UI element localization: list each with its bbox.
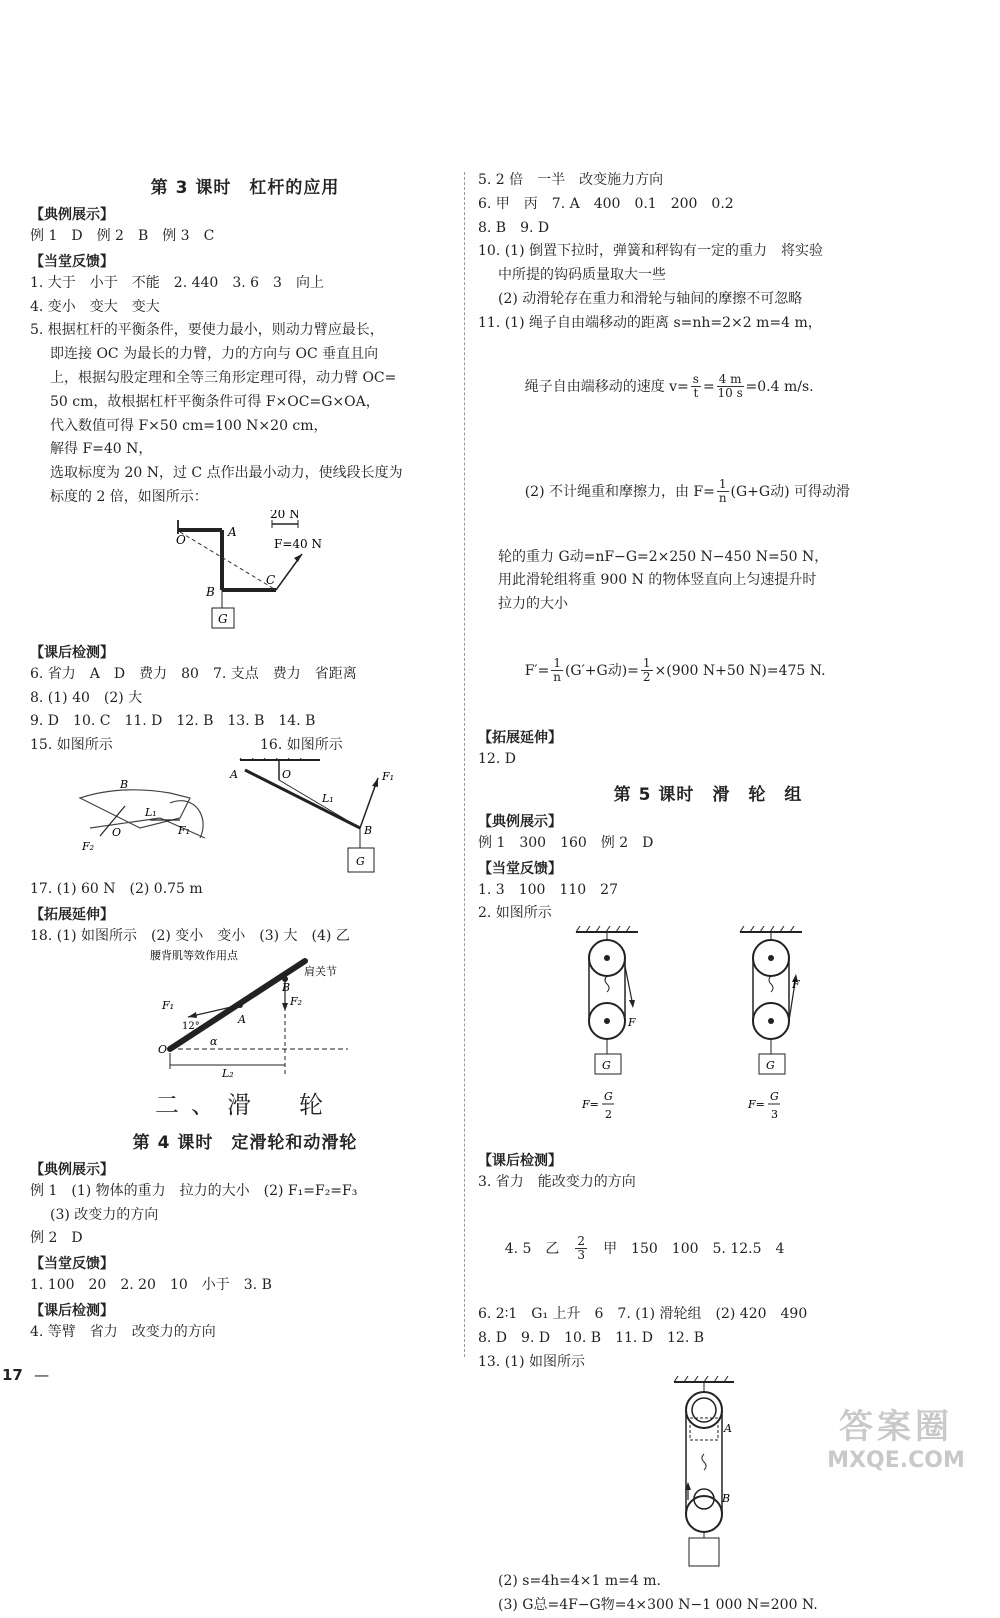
right-10b: 中所提的钩码质量取大一些 (498, 267, 666, 284)
fig5-O: O (176, 532, 186, 547)
frac-num: 4 m (718, 372, 742, 387)
feedback-5-line: 50 cm，故根据杠杆平衡条件可得 F×OC=G×OA， (50, 393, 380, 410)
ext-18: 18. (1) 如图所示 (2) 变小 变小 (3) 大 (4) 乙 (30, 927, 350, 944)
fig2-eq-right-num: G (770, 1090, 779, 1104)
after5-13b: (2) s=4h=4×1 m=4 m. (498, 1573, 661, 1590)
fig5-scale: 20 N (270, 509, 300, 521)
section-feedback: 【当堂反馈】 (30, 253, 114, 270)
fig2-eq-right-den: 3 (771, 1108, 778, 1122)
right-5: 5. 2 倍 一半 改变施力方向 (478, 172, 664, 188)
section-after-class-right: 【课后检测】 (478, 1153, 562, 1170)
frac-s-t (691, 373, 701, 400)
fig15-L1: L₁ (145, 806, 157, 820)
fig18-alpha: α (210, 1034, 218, 1048)
after5-13: 13. (1) 如图所示 (478, 1353, 585, 1370)
fig2-eq-left: F= (582, 1098, 599, 1112)
feedback-5-line: 选取标度为 20 N，过 C 点作出最小动力，使线段长度为 (50, 465, 403, 482)
fig5-A: A (228, 524, 237, 539)
page-footer (2, 1366, 49, 1384)
fig18-O: O (158, 1042, 168, 1056)
fig18-F1: F₁ (162, 998, 175, 1012)
section-example: 【典例展示】 (30, 207, 114, 223)
example5: 例 1 300 160 例 2 D (478, 834, 654, 851)
fig15-B: B (120, 778, 129, 792)
after5-3: 3. 省力 能改变力的方向 (478, 1174, 636, 1191)
figure-18 (30, 949, 460, 1079)
frac-den: t (693, 386, 699, 401)
r11c-pre: (2) 不计绳重和摩擦力，由 F= (524, 483, 715, 500)
right-12: 12. D (478, 750, 516, 767)
frac-1-n-b (551, 657, 563, 684)
fig2-left-G: G (602, 1059, 611, 1073)
section-extension: 【拓展延伸】 (30, 906, 114, 923)
fig5-G: G (218, 611, 228, 626)
feedback-5-line: 解得 F=40 N， (50, 441, 153, 458)
fig18-B: B (282, 980, 291, 994)
watermark (806, 1399, 986, 1479)
fig15-F1: F₁ (178, 824, 191, 838)
right-10a: 10. (1) 倒置下拉时，弹簧和秤钩有一定的重力 将实验 (478, 243, 823, 260)
after5-8: 8. D 9. D 10. B 11. D 12. B (478, 1329, 705, 1346)
after-16: 16. 如图所示 (260, 737, 343, 754)
right-10c: (2) 动滑轮存在重力和滑轮与轴间的摩擦不可忽略 (498, 290, 803, 307)
after-15-16-row (30, 734, 460, 758)
feedback5-2: 2. 如图所示 (478, 905, 552, 922)
example4-1: 例 1 (1) 物体的重力 拉力的大小 (2) F₁=F₂=F₃ (30, 1182, 358, 1199)
section-after-class-2: 【课后检测】 (30, 1302, 114, 1319)
fig2-eq-right: F= (748, 1098, 765, 1112)
section-extension-right: 【拓展延伸】 (478, 729, 562, 746)
left-column (30, 165, 460, 1345)
r11b-mid: = (702, 378, 715, 395)
af4-pre: 4. 5 乙 (504, 1240, 560, 1257)
feedback-1: 1. 大于 小于 不能 2. 440 3. 6 3 向上 (30, 274, 324, 291)
r11g-post: ×(900 N+50 N)=475 N. (654, 662, 826, 679)
feedback-5-line: 上，根据勾股定理和全等三角形定理可得，动力臂 OC= (50, 369, 397, 386)
fig18-label1: 腰背肌等效作用点 (150, 948, 238, 962)
fig16-L1: L₁ (322, 792, 334, 806)
fig18-angle: 12° (182, 1020, 200, 1032)
chapter-title: 二、滑 轮 (155, 1090, 335, 1119)
lesson4-title: 第 4 课时 定滑轮和动滑轮 (132, 1132, 358, 1153)
right-11d: 轮的重力 G动=nF−G=2×250 N−450 N=50 N， (498, 548, 829, 565)
frac-num: 1 (642, 656, 651, 671)
right-6: 6. 甲 丙 7. A 400 0.1 200 0.2 (478, 195, 734, 212)
lesson3-title: 第 3 课时 杠杆的应用 (150, 178, 340, 198)
fig5-C: C (266, 572, 276, 587)
after-9: 9. D 10. C 11. D 12. B 13. B 14. B (30, 713, 316, 730)
column-divider (464, 172, 465, 1357)
fig5-force: F=40 N (274, 536, 322, 551)
r11c-post: (G+G动) 可得动滑 (730, 483, 851, 500)
feedback-4: 4. 变小 变大 变大 (30, 298, 160, 315)
fig18-F2: F₂ (290, 994, 303, 1008)
pulley-systems-diagram (478, 926, 938, 1148)
frac-den: 10 s (717, 386, 743, 401)
frac-1-n (717, 478, 729, 505)
after-8: 8. (1) 40 (2) 大 (30, 689, 143, 706)
fig18-label2: 肩关节 (304, 964, 337, 978)
after-17: 17. (1) 60 N (2) 0.75 m (30, 881, 203, 898)
after-6: 6. 省力 A D 费力 80 7. 支点 费力 省距离 (30, 665, 357, 682)
after5-6: 6. 2∶1 G₁ 上升 6 7. (1) 滑轮组 (2) 420 490 (478, 1305, 808, 1322)
frac-den: 2 (642, 670, 651, 685)
fig2-eq-left-num: G (604, 1090, 613, 1104)
fig2-right-F: F (792, 978, 800, 992)
after5-4 (478, 1195, 938, 1303)
right-11c (478, 438, 938, 546)
right-11e: 用此滑轮组将重 900 N 的物体竖直向上匀速提升时 (498, 572, 817, 589)
fig18-A: A (238, 1012, 246, 1026)
right-11a: 11. (1) 绳子自由端移动的距离 s=nh=2×2 m=4 m， (478, 314, 822, 331)
fig2-left-F: F (628, 1016, 636, 1030)
frac-4m-10s (717, 373, 744, 400)
figure-pulley-pair (478, 926, 938, 1148)
example4-1b: (3) 改变力的方向 (50, 1206, 159, 1223)
frac-num: 1 (718, 477, 727, 492)
feedback-5-line: 5. 根据杠杆的平衡条件，要使力最小，则动力臂应最长， (30, 322, 384, 339)
after-15: 15. 如图所示 (30, 737, 113, 754)
af4-post: 甲 150 100 5. 12.5 4 (603, 1240, 785, 1257)
watermark-line2: MXQE.COM (827, 1448, 965, 1473)
frac-den: n (553, 670, 562, 685)
right-11f: 拉力的大小 (498, 596, 568, 613)
lever-diagram (30, 510, 460, 640)
footer-dash: — (34, 1366, 50, 1384)
pliers-and-lever-diagram (30, 758, 460, 878)
r11g-mid: (G′+G动)= (564, 662, 639, 679)
fig13-A: A (724, 1422, 732, 1436)
frac-num: s (692, 372, 699, 387)
example4-2: 例 2 D (30, 1230, 83, 1247)
right-11b (478, 336, 938, 438)
feedback-5-line: 即连接 OC 为最长的力臂，力的方向与 OC 垂直且向 (50, 346, 379, 363)
fig16-A: A (230, 768, 238, 782)
feedback4-1: 1. 100 20 2. 20 10 小于 3. B (30, 1277, 272, 1294)
lesson5-title: 第 5 课时 滑 轮 组 (613, 784, 803, 805)
frac-2-3 (575, 1235, 587, 1262)
section-feedback-right: 【当堂反馈】 (478, 860, 562, 877)
frac-num: 2 (577, 1234, 586, 1249)
fig16-B: B (364, 824, 373, 838)
r11b-post: =0.4 m/s. (745, 378, 814, 395)
fig16-O: O (282, 768, 292, 782)
figure-lever-c (30, 510, 460, 640)
right-11g (478, 617, 938, 725)
r11b-pre: 绳子自由端移动的速度 v= (524, 378, 689, 395)
section-feedback-2: 【当堂反馈】 (30, 1256, 114, 1273)
section-example-right: 【典例展示】 (478, 813, 562, 830)
feedback-5-line: 代入数值可得 F×50 cm=100 N×20 cm， (50, 417, 328, 434)
frac-den: n (718, 491, 727, 506)
frac-den: 3 (577, 1248, 586, 1263)
fig15-O: O (112, 826, 122, 840)
fig15-F2: F₂ (82, 840, 95, 854)
example-answers: 例 1 D 例 2 B 例 3 C (30, 228, 215, 244)
r11g-pre: F′= (524, 662, 550, 679)
section-example-2: 【典例展示】 (30, 1161, 114, 1178)
after5-13c: (3) G总=4F−G物=4×300 N−1 000 N=200 N. (498, 1597, 818, 1614)
fig5-B: B (206, 584, 215, 599)
frac-num: 1 (553, 656, 561, 671)
feedback-5-line: 标度的 2 倍，如图所示： (50, 488, 208, 505)
right-8: 8. B 9. D (478, 219, 550, 236)
fig2-right-G: G (766, 1059, 775, 1073)
page-number: 17 (2, 1366, 23, 1384)
feedback5-1: 1. 3 100 110 27 (478, 881, 618, 898)
frac-1-2 (641, 657, 653, 684)
fig2-eq-left-den: 2 (605, 1108, 612, 1122)
figure-15-16 (30, 758, 460, 878)
fig13-B: B (722, 1492, 731, 1506)
fig18-L2: L₂ (222, 1066, 234, 1079)
back-muscle-diagram (30, 949, 460, 1079)
after4-4: 4. 等臂 省力 改变力的方向 (30, 1323, 216, 1340)
watermark-line1: 答案圈 (839, 1407, 953, 1447)
fig16-F1: F₁ (382, 770, 395, 784)
section-after-class: 【课后检测】 (30, 644, 114, 661)
fig16-G: G (356, 855, 365, 869)
